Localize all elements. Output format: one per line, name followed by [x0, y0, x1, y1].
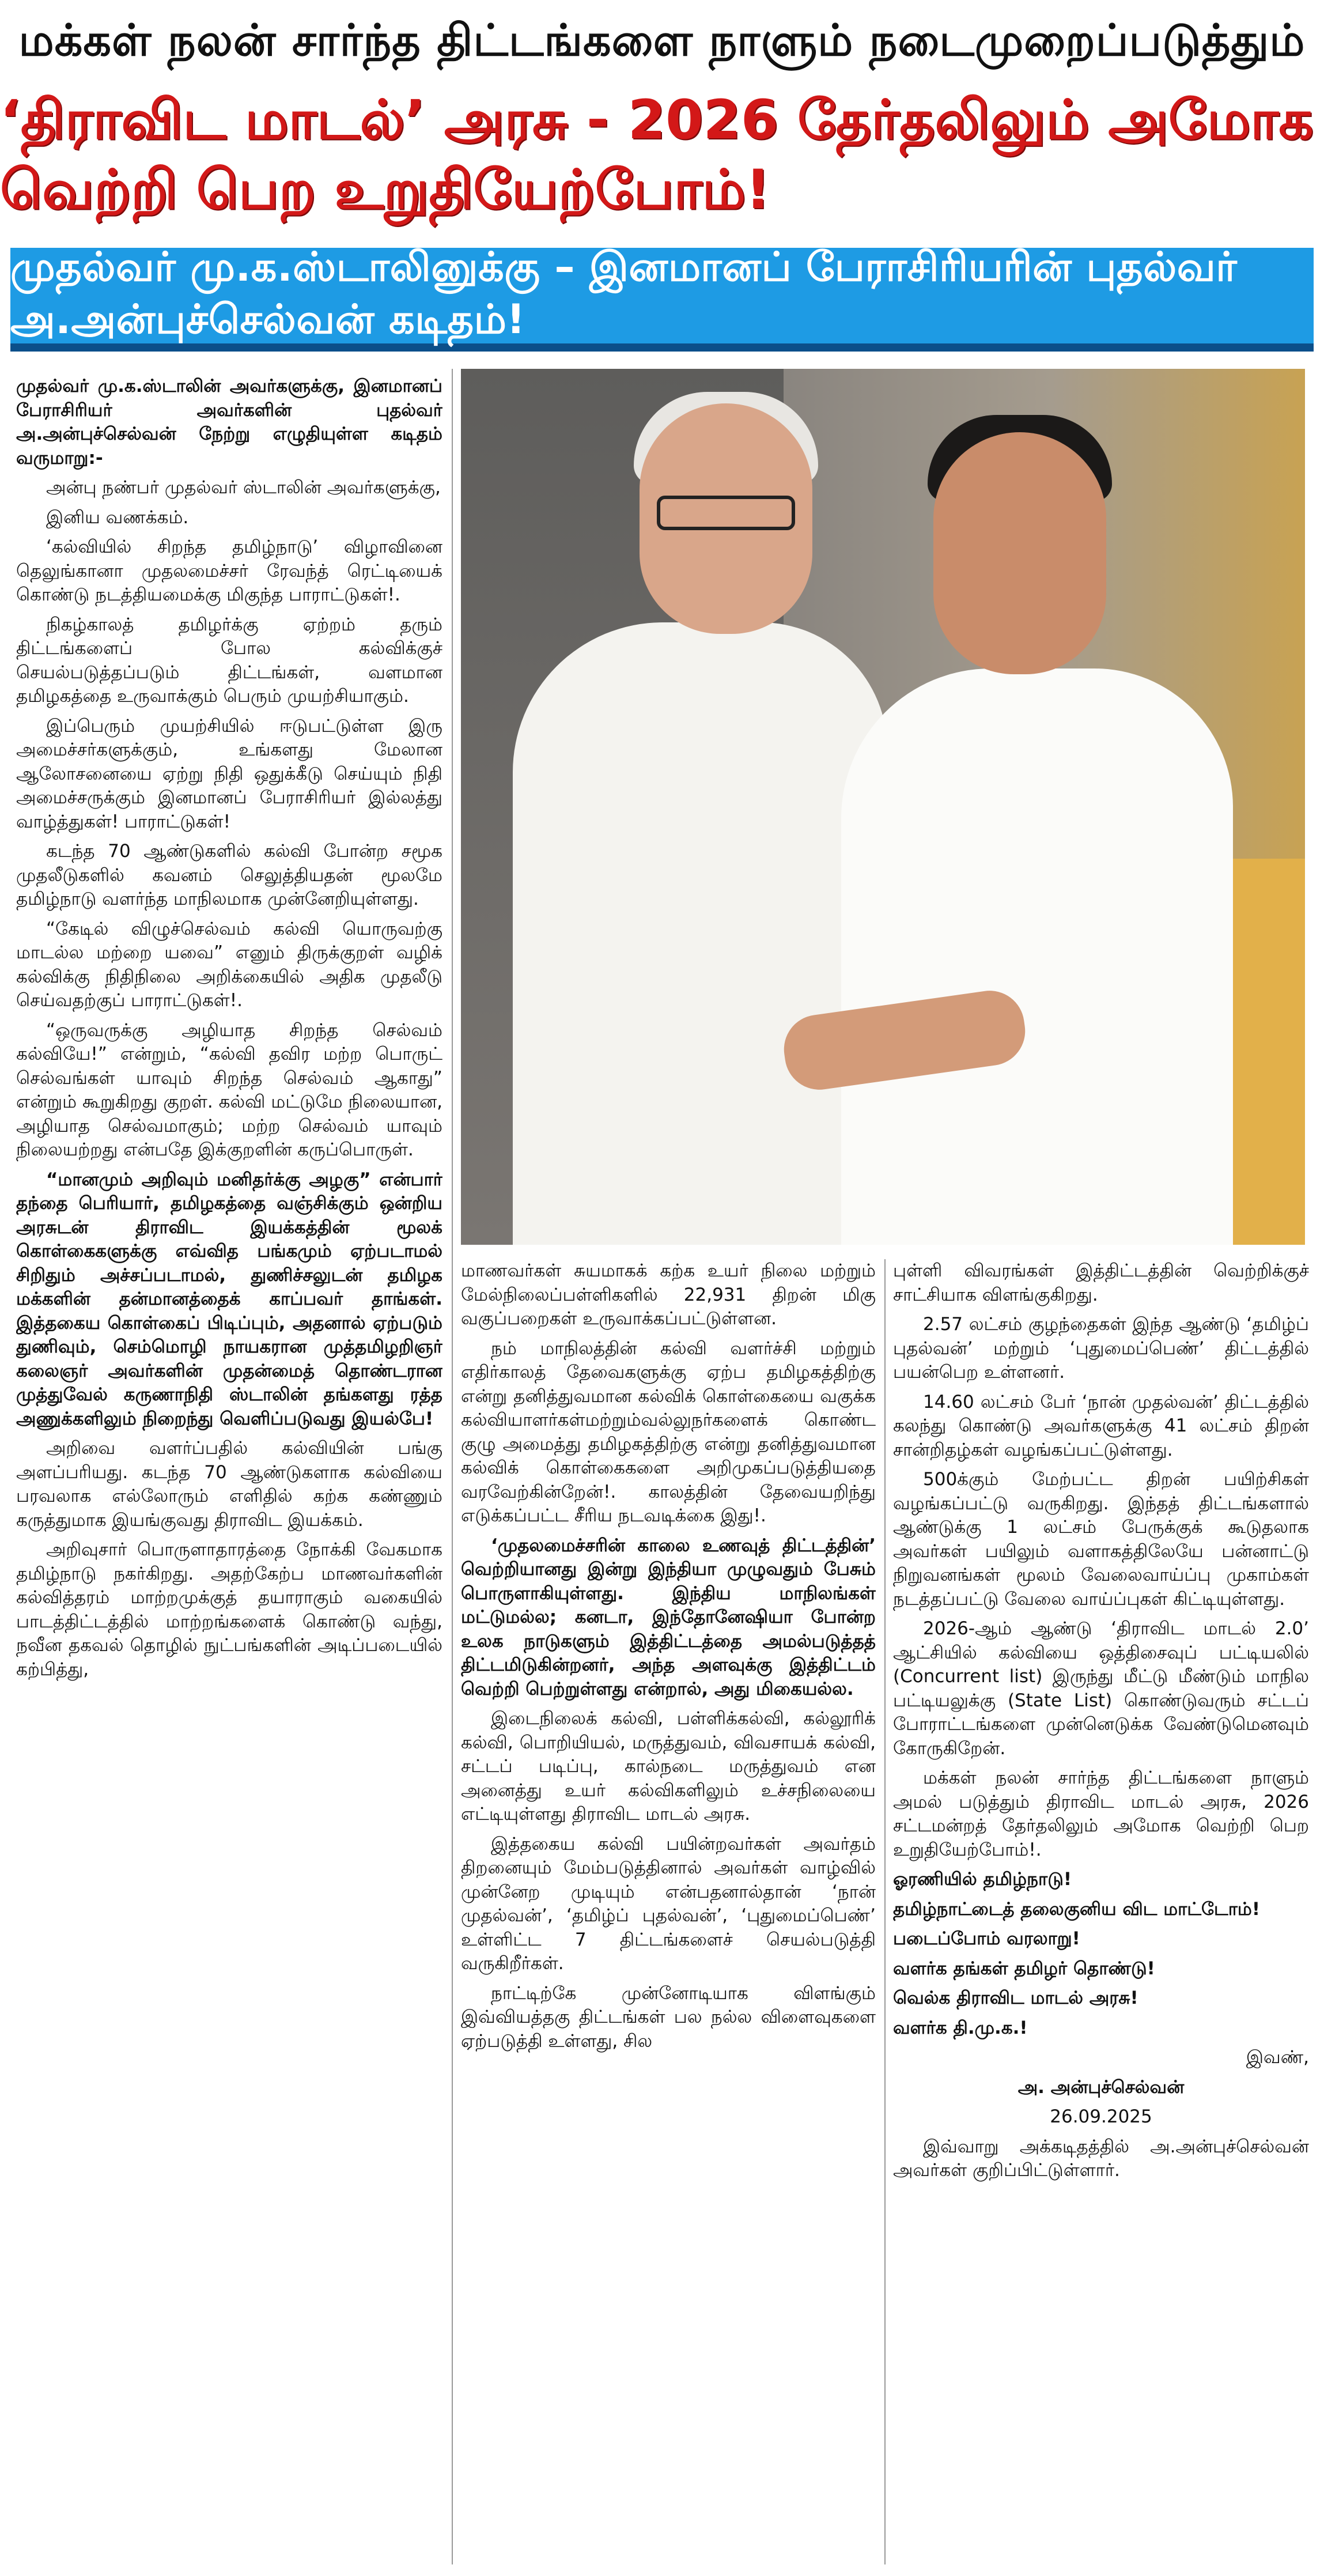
slogan: ஓரணியில் தமிழ்நாடு!: [893, 1869, 1072, 1890]
kicker-headline: மக்கள் நலன் சார்ந்த திட்டங்களை நாளும் நடைமுறைப்படுத்தும்: [18, 14, 1306, 66]
slogan: வெல்க திராவிட மாடல் அரசு!: [893, 1988, 1138, 2008]
article-column-3: [893, 1259, 1309, 2564]
article-paragraph: கடந்த 70 ஆண்டுகளில் கல்வி போன்ற சமூக முதலீடுகளில் கவனம் செலுத்தியதன் மூலமே தமிழ்நாடு வளர்ந்த மாநிலமாக முன்னேறியுள்ளது.: [16, 841, 442, 909]
news-photo: [461, 369, 1305, 1245]
signoff-date: 26.09.2025: [1050, 2106, 1152, 2127]
main-headline: ‘திராவிட மாடல்’ அரசு - 2026 தேர்தலிலும் அமோக வெற்றி பெற உறுதியேற்போம்!: [0, 89, 1314, 221]
article-paragraph: நம் மாநிலத்தின் கல்வி வளர்ச்சி மற்றும் எதிர்காலத் தேவைகளுக்கு ஏற்ப தமிழகத்திற்கு என்று தனித்துவமான கல்விக் கொள்கையை வகுக்க கல்வியாளர்கள்மற்றும்வல்லுநர்களைக் கொண்ட குழு அமைத்து தமிழகத்திற்கு என்று தனித்துவமான கல்விக் கொள்கைகளை அறிமுகப்படுத்தியதை வரவேற்கின்றேன்!. காலத்தின் தேவையறிந்து எடுக்கப்பட்ட சீரிய நடவடிக்கை இது!.: [461, 1338, 876, 1526]
closing-note: இவ்வாறு அக்கடிதத்தில் அ.அன்புச்செல்வன் அவர்கள் குறிப்பிட்டுள்ளார்.: [893, 2136, 1309, 2181]
article-paragraph: 2.57 லட்சம் குழந்தைகள் இந்த ஆண்டு ‘தமிழ்ப் புதல்வன்’ மற்றும் ‘புதுமைப்பெண்’ திட்டத்தில் பயன்பெற உள்ளனர்.: [893, 1314, 1309, 1383]
article-paragraph: ‘கல்வியில் சிறந்த தமிழ்நாடு’ விழாவினை தெலுங்கானா முதலமைச்சர் ரேவந்த் ரெட்டியைக் கொண்டு நடத்தியமைக்கு மிகுந்த பாராட்டுகள்!.: [16, 537, 442, 605]
article-paragraph: இப்பெரும் முயற்சியில் ஈடுபட்டுள்ள இரு அமைச்சர்களுக்கும், உங்களது மேலான ஆலோசனையை ஏற்று நிதி ஒதுக்கீடு செய்யும் நிதி அமைச்சருக்கும் இனமானப் பேராசிரியர் இல்லத்து வாழ்த்துகள்! பாராட்டுகள்!: [16, 715, 442, 832]
slogan: வளர்க தங்கள் தமிழர் தொண்டு!: [893, 1958, 1155, 1979]
signoff-name: அ. அன்புச்செல்வன்: [1017, 2076, 1185, 2098]
article-column-2: [461, 1259, 876, 2564]
subheadline-banner: [10, 243, 1314, 352]
signoff-label: இவண்,: [1246, 2047, 1309, 2068]
article-paragraph: நிகழ்காலத் தமிழர்க்கு ஏற்றம் தரும் திட்டங்களைப் போல கல்விக்குச் செயல்படுத்தப்படும் திட்டங்கள், வளமான தமிழகத்தை உருவாக்கும் பெரும் முயற்சியாகும்.: [16, 614, 442, 707]
slogan: தமிழ்நாட்டைத் தலைகுனிய விட மாட்டோம்!: [893, 1898, 1260, 1920]
slogan: படைப்போம் வரலாறு!: [893, 1928, 1080, 1949]
article-paragraph: “ஒருவருக்கு அழியாத சிறந்த செல்வம் கல்வியே!” என்றும், “கல்வி தவிர மற்ற பொருட் செல்வங்கள் யாவும் சிறந்த செல்வம் ஆகாது” என்றும் கூறுகிறது குறள். கல்வி மட்டுமே நிலையான, அழியாத செல்வமாகும்; மற்ற செல்வம் யாவும் நிலையற்றது என்பதே இக்குறளின் கருப்பொருள்.: [16, 1019, 442, 1160]
article-paragraph: மாணவர்கள் சுயமாகக் கற்க உயர் நிலை மற்றும் மேல்நிலைப்பள்ளிகளில் 22,931 திறன் மிகு வகுப்பறைகள் உருவாக்கப்பட்டுள்ளன.: [461, 1260, 876, 1329]
article-column-1: [16, 375, 442, 2564]
article-paragraph: 2026-ஆம் ஆண்டு ‘திராவிட மாடல் 2.0’ ஆட்சியில் கல்வியை ஒத்திசைவுப் பட்டியலில் (Concurrent list) இருந்து மீட்டு மீண்டும் மாநில பட்டியலுக்கு (State List) கொண்டுவரும் சட்டப் போராட்டங்களை முன்னெடுக்க வேண்டுமெனவும் கோருகிறேன்.: [893, 1618, 1309, 1759]
article-paragraph: நாட்டிற்கே முன்னோடியாக விளங்கும் இவ்வியத்தகு திட்டங்கள் பல நல்ல விளைவுகளை ஏற்படுத்தி உள்ளது, சில: [461, 1982, 876, 2052]
article-paragraph: புள்ளி விவரங்கள் இத்திட்டத்தின் வெற்றிக்குச் சாட்சியாக விளங்குகிறது.: [893, 1260, 1309, 1305]
banner-text: முதல்வர் மு.க.ஸ்டாலினுக்கு – இனமானப் பேராசிரியரின் புதல்வர் அ.அன்புச்செல்வன் கடிதம்!: [10, 243, 1238, 343]
article-paragraph: 14.60 லட்சம் பேர் ‘நான் முதல்வன்’ திட்டத்தில் கலந்து கொண்டு அவர்களுக்கு 41 லட்சம் திறன் சான்றிதழ்கள் வழங்கப்பட்டுள்ளது.: [893, 1391, 1309, 1460]
article-intro: முதல்வர் மு.க.ஸ்டாலின் அவர்களுக்கு, இனமானப் பேராசிரியர் அவர்களின் புதல்வர் அ.அன்புச்செல்வன் நேற்று எழுதியுள்ள கடிதம் வருமாறு:-: [16, 376, 442, 469]
article-paragraph: 500க்கும் மேற்பட்ட திறன் பயிற்சிகள் வழங்கப்பட்டு வருகிறது. இந்தத் திட்டங்களால் ஆண்டுக்கு 1 லட்சம் பேருக்குக் கூடுதலாக அவர்கள் பயிலும் வளாகத்திலேயே பன்னாட்டு நிறுவனங்கள் மூலம் வேலைவாய்ப்பு முகாம்கள் நடத்தப்பட்டு வேலை வாய்ப்புகள் கிட்டியுள்ளது.: [893, 1469, 1309, 1610]
article-paragraph: மக்கள் நலன் சார்ந்த திட்டங்களை நாளும் அமல் படுத்தும் திராவிட மாடல் அரசு, 2026 சட்டமன்றத் தேர்தலிலும் அமோக வெற்றி பெற உறுதியேற்போம்!.: [893, 1767, 1309, 1860]
article-paragraph: அறிவை வளர்ப்பதில் கல்வியின் பங்கு அளப்பரியது. கடந்த 70 ஆண்டுகளாக கல்வியை பரவலாக எல்லோரும் எளிதில் கற்க கண்ணும் கருத்துமாக இயங்குவது திராவிட இயக்கம்.: [16, 1438, 442, 1531]
article-paragraph: இனிய வணக்கம்.: [46, 507, 189, 528]
article-paragraph: இடைநிலைக் கல்வி, பள்ளிக்கல்வி, கல்லூரிக் கல்வி, பொறியியல், மருத்துவம், விவசாயக் கல்வி, சட்டப் படிப்பு, கால்நடை மருத்துவம் என அனைத்து உயர் கல்விகளிலும் உச்சநிலையை எட்டியுள்ளது திராவிட மாடல் அரசு.: [461, 1708, 876, 1825]
slogan: வளர்க தி.மு.க.!: [893, 2017, 1028, 2038]
article-paragraph: இத்தகைய கல்வி பயின்றவர்கள் அவர்தம் திறனையும் மேம்படுத்தினால் அவர்கள் வாழ்வில் முன்னேற முடியும் என்பதனால்தான் ‘நான் முதல்வன்’, ‘தமிழ்ப் புதல்வன்’, ‘புதுமைப்பெண்’ உள்ளிட்ட 7 திட்டங்களைச் செயல்படுத்தி வருகிறீர்கள்.: [461, 1833, 876, 1974]
column-divider: [884, 1259, 886, 2564]
article-paragraph-bold: ‘முதலமைச்சரின் காலை உணவுத் திட்டத்தின்’ வெற்றியானது இன்று இந்தியா முழுவதும் பேசும் பொருளாகியுள்ளது. இந்திய மாநிலங்கள் மட்டுமல்ல; கனடா, இந்தோனேஷியா போன்ற உலக நாடுகளும் இத்திட்டத்தை அமல்படுத்தத் திட்டமிடுகின்றனர், அந்த அளவுக்கு இத்திட்டம் வெற்றி பெற்றுள்ளது என்றால், அது மிகையல்ல.: [461, 1535, 876, 1699]
article-paragraph: அன்பு நண்பர் முதல்வர் ஸ்டாலின் அவர்களுக்கு,: [46, 477, 441, 498]
article-paragraph: “கேடில் விழுச்செல்வம் கல்வி யொருவற்கு மாடல்ல மற்றை யவை” எனும் திருக்குறள் வழிக் கல்விக்கு நிதிநிலை அறிக்கையில் அதிக முதலீடு செய்வதற்குப் பாராட்டுகள்!.: [16, 918, 442, 1011]
article-paragraph: அறிவுசார் பொருளாதாரத்தை நோக்கி வேகமாக தமிழ்நாடு நகர்கிறது. அதற்கேற்ப மாணவர்களின் கல்வித்தரம் மாற்றமுக்குத் தயாராகும் வகையில் பாடத்திட்டத்தில் மாற்றங்களைக் கொண்டு வந்து, நவீன தகவல் தொழில் நுட்பங்களின் அடிப்படையில் கற்பித்து,: [16, 1539, 442, 1680]
column-divider: [452, 369, 453, 2564]
article-paragraph-bold: “மானமும் அறிவும் மனிதர்க்கு அழகு” என்பார் தந்தை பெரியார், தமிழகத்தை வஞ்சிக்கும் ஒன்றிய அரசுடன் திராவிட இயக்கத்தின் மூலக் கொள்கைகளுக்கு எவ்வித பங்கமும் ஏற்படாமல் சிறிதும் அச்சப்படாமல், துணிச்சலுடன் தமிழக மக்களின் தன்மானத்தைக் காப்பவர் தாங்கள். இத்தகைய கொள்கைப் பிடிப்பும், அதனால் ஏற்படும் துணிவும், செம்மொழி நாயகரான முத்தமிழறிஞர் கலைஞர் அவர்களின் முதன்மைத் தொண்டரான முத்துவேல் கருணாநிதி ஸ்டாலின் தங்களது ரத்த அணுக்களிலும் நிறைந்து வெளிப்படுவது இயல்பே!: [16, 1169, 442, 1429]
